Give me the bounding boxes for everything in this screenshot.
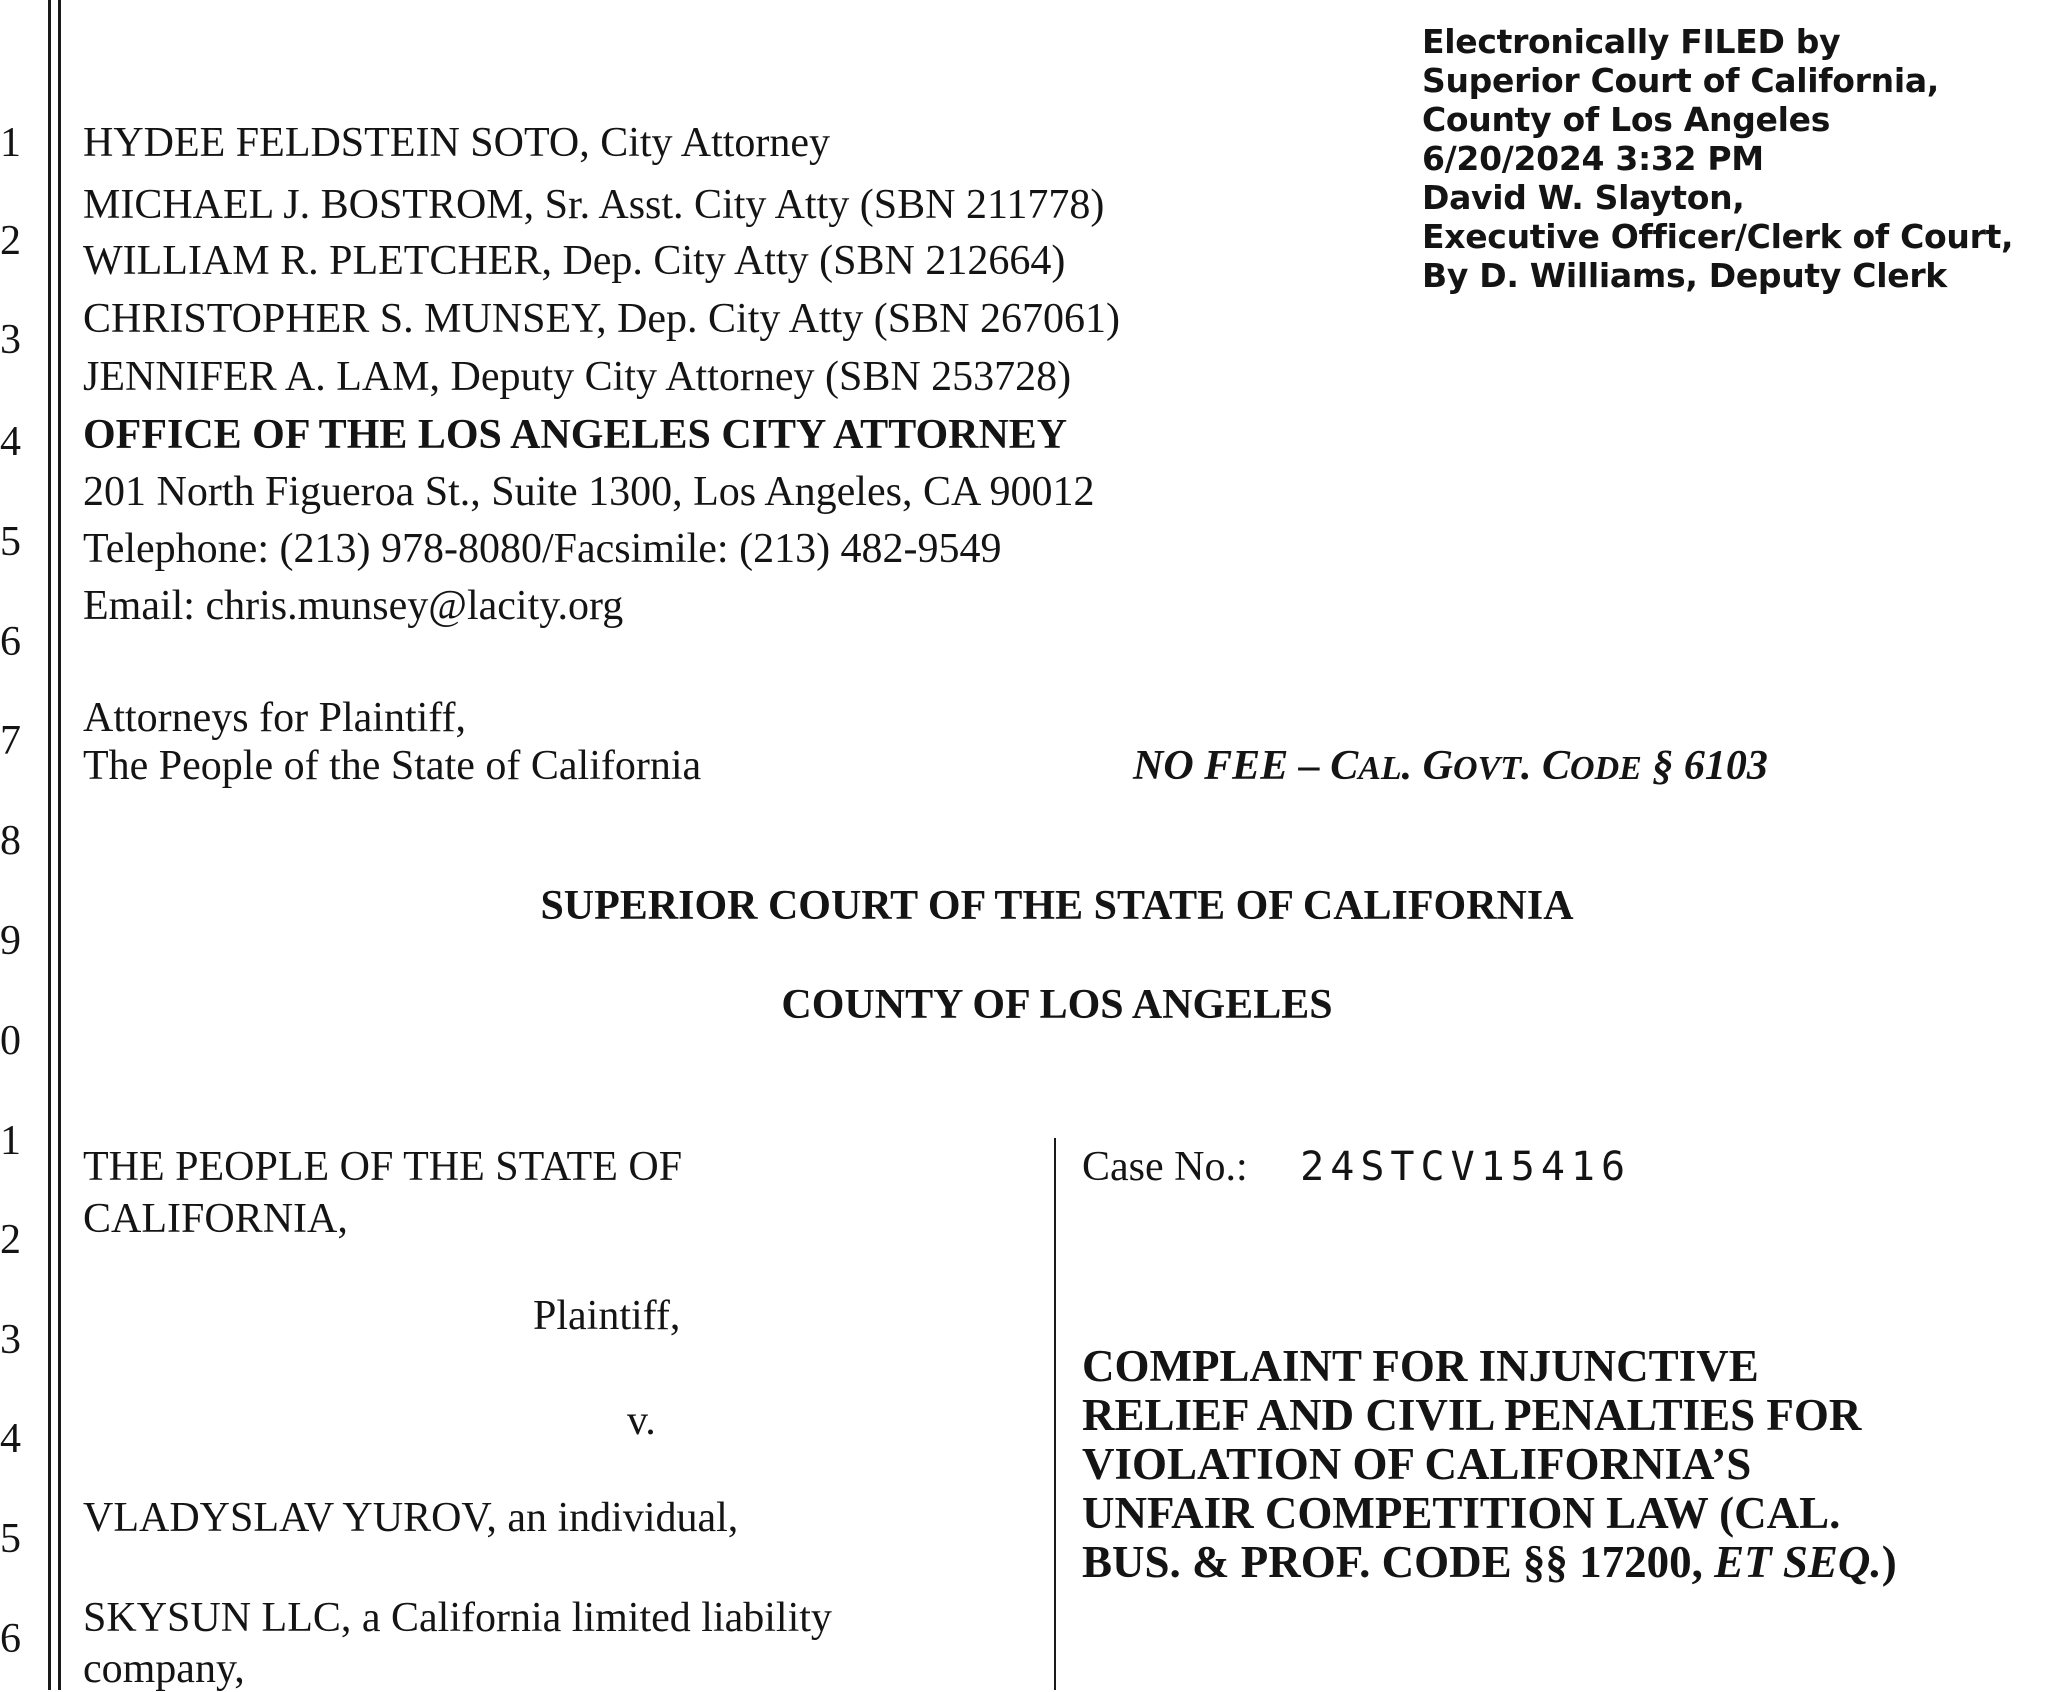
defendant-name: VLADYSLAV YUROV, an individual,	[83, 1495, 739, 1541]
complaint-title-line: VIOLATION OF CALIFORNIA’S	[1082, 1439, 1752, 1489]
no-fee-text: NO FEE – C	[1133, 743, 1359, 789]
complaint-title-italic: ET SEQ.	[1714, 1537, 1882, 1587]
line-number: 2	[0, 1217, 21, 1263]
no-fee-notice	[1133, 745, 1768, 787]
plaintiff-name-line: THE PEOPLE OF THE STATE OF	[83, 1144, 683, 1190]
line-number: 4	[0, 419, 21, 465]
defendant-name-line: SKYSUN LLC, a California limited liability	[83, 1595, 832, 1641]
filing-stamp-line: Executive Officer/Clerk of Court,	[1422, 217, 2014, 256]
attorney-name: HYDEE FELDSTEIN SOTO, City Attorney	[83, 120, 831, 166]
attorney-name: WILLIAM R. PLETCHER, Dep. City Atty (SBN 212664)	[83, 238, 1066, 284]
case-number-row	[1082, 1146, 1631, 1188]
margin-rule-inner	[58, 0, 61, 1690]
attorney-name: JENNIFER A. LAM, Deputy City Attorney (SBN 253728)	[83, 354, 1072, 400]
case-number: 24STCV15416	[1300, 1144, 1632, 1190]
line-number: 1	[0, 120, 21, 166]
complaint-title-line	[1082, 1538, 1897, 1587]
line-number: 9	[0, 918, 21, 964]
office-email: Email: chris.munsey@lacity.org	[83, 583, 624, 629]
no-fee-text: . C	[1521, 743, 1571, 789]
case-number-label: Case No.:	[1082, 1144, 1248, 1190]
caption-divider	[1054, 1138, 1056, 1690]
line-number: 2	[0, 218, 21, 264]
filing-stamp-line: 6/20/2024 3:32 PM	[1422, 139, 1764, 178]
filing-stamp-line: County of Los Angeles	[1422, 100, 1831, 139]
attorney-name: MICHAEL J. BOSTROM, Sr. Asst. City Atty (SBN 211778)	[83, 182, 1105, 228]
court-county: COUNTY OF LOS ANGELES	[781, 982, 1333, 1028]
defendant-name-line: company,	[83, 1646, 245, 1692]
attorneys-for-line: Attorneys for Plaintiff,	[83, 695, 467, 741]
complaint-title-line: RELIEF AND CIVIL PENALTIES FOR	[1082, 1390, 1862, 1440]
office-phone: Telephone: (213) 978-8080/Facsimile: (213) 482-9549	[83, 526, 1002, 572]
filing-stamp	[1422, 22, 2013, 295]
line-number: 4	[0, 1416, 21, 1462]
line-number: 6	[0, 1616, 21, 1662]
complaint-title-line: UNFAIR COMPETITION LAW (CAL.	[1082, 1488, 1841, 1538]
no-fee-text: ODE	[1570, 750, 1642, 787]
no-fee-text: AL	[1358, 750, 1402, 787]
complaint-title-line: COMPLAINT FOR INJUNCTIVE	[1082, 1341, 1759, 1391]
line-number: 5	[0, 1516, 21, 1562]
attorneys-for-line: The People of the State of California	[83, 743, 702, 789]
line-number: 7	[0, 718, 21, 764]
versus: v.	[627, 1398, 656, 1444]
complaint-title-text: )	[1881, 1537, 1897, 1587]
office-name: OFFICE OF THE LOS ANGELES CITY ATTORNEY	[83, 412, 1068, 458]
line-number: 3	[0, 317, 21, 363]
court-name: SUPERIOR COURT OF THE STATE OF CALIFORNIA	[540, 883, 1574, 929]
line-number: 1	[0, 1118, 21, 1164]
filing-stamp-line: By D. Williams, Deputy Clerk	[1422, 256, 1947, 295]
office-address: 201 North Figueroa St., Suite 1300, Los Angeles, CA 90012	[83, 469, 1095, 515]
filing-stamp-line: Superior Court of California,	[1422, 61, 1940, 100]
attorney-name: CHRISTOPHER S. MUNSEY, Dep. City Atty (SBN 267061)	[83, 296, 1120, 342]
complaint-title-text: BUS. & PROF. CODE §§ 17200,	[1082, 1537, 1715, 1587]
line-number: 8	[0, 818, 21, 864]
line-number: 3	[0, 1317, 21, 1363]
line-number: 6	[0, 619, 21, 665]
filing-stamp-line: Electronically FILED by	[1422, 22, 1841, 61]
no-fee-text: § 6103	[1641, 743, 1768, 789]
line-number: 5	[0, 519, 21, 565]
no-fee-text: . G	[1401, 743, 1454, 789]
plaintiff-name-line: CALIFORNIA,	[83, 1196, 348, 1242]
complaint-title	[1082, 1342, 1897, 1587]
plaintiff-label: Plaintiff,	[533, 1293, 681, 1339]
no-fee-text: OVT	[1453, 750, 1522, 787]
line-number: 0	[0, 1018, 21, 1064]
filing-stamp-line: David W. Slayton,	[1422, 178, 1745, 217]
margin-rule-outer	[48, 0, 51, 1690]
